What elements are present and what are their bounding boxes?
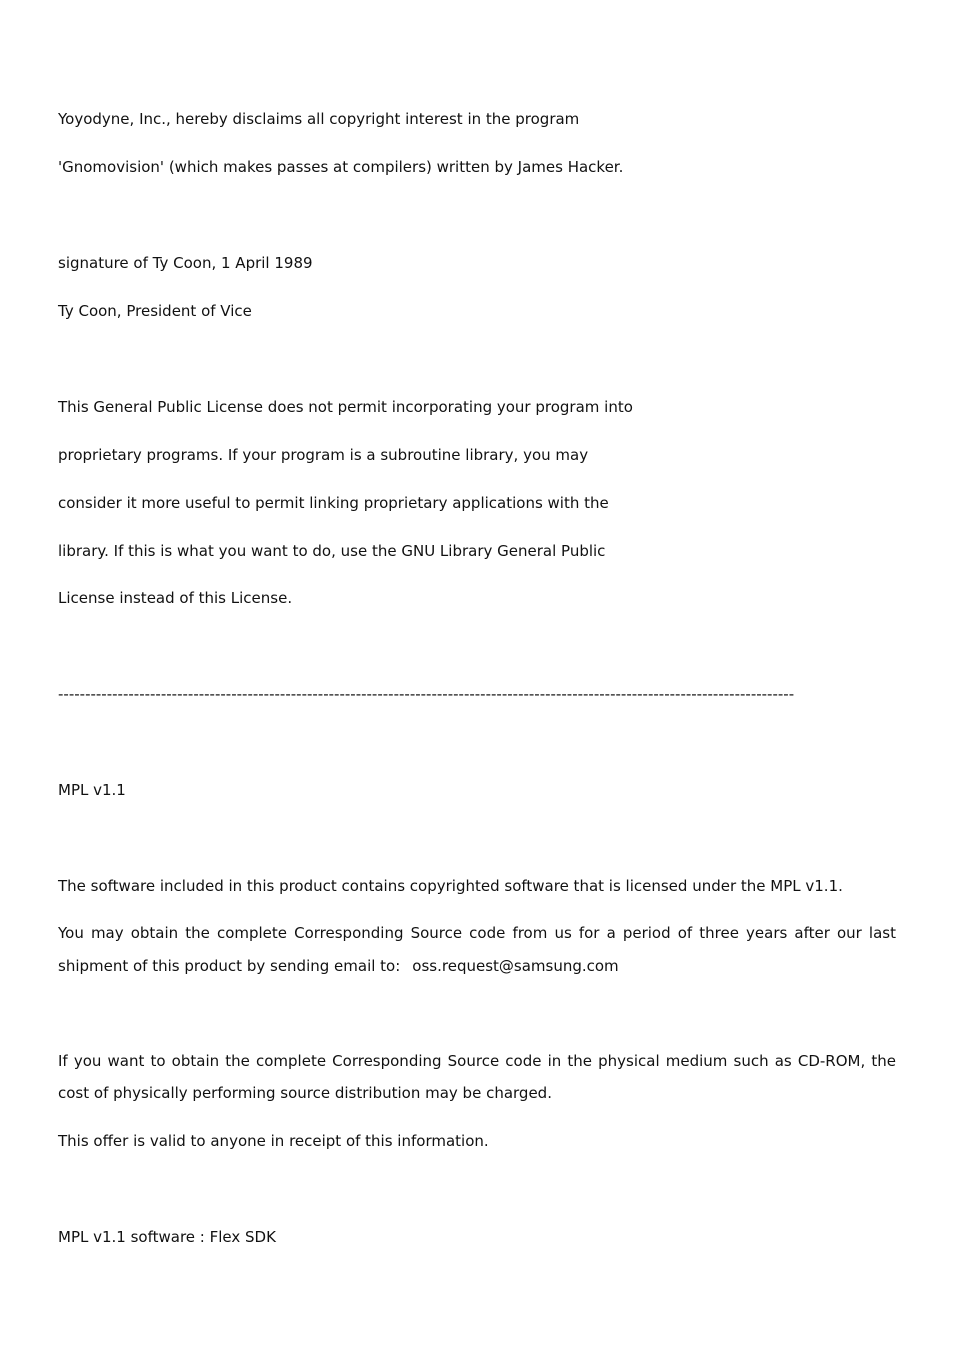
- gpl-note-line-5: License instead of this License.: [58, 589, 293, 607]
- gpl-note-line-3: consider it more useful to permit linking proprietary applications with the: [58, 494, 609, 512]
- physical-medium-line-2: cost of physically performing source distribution may be charged.: [58, 1084, 552, 1102]
- mpl-software-line: MPL v1.1 software : Flex SDK: [58, 1228, 276, 1246]
- physical-medium-line-1: If you want to obtain the complete Corresponding Source code in the physical medium such as CD-ROM, the: [58, 1052, 896, 1070]
- obtain-source-text: shipment of this product by sending email to:: [58, 957, 401, 975]
- obtain-source-line-1: You may obtain the complete Corresponding Source code from us for a period of three years after our last: [58, 924, 896, 942]
- dashed-separator: ----------------------------------------------------------------------------------------------------------------------------------------: [58, 685, 795, 703]
- disclaimer-line-2: 'Gnomovision' (which makes passes at compilers) written by James Hacker.: [58, 158, 624, 176]
- offer-valid-line: This offer is valid to anyone in receipt of this information.: [58, 1132, 489, 1150]
- mpl-intro: The software included in this product contains copyrighted software that is licensed under the MPL v1.1.: [58, 877, 843, 895]
- obtain-source-line-2: [58, 956, 619, 976]
- disclaimer-line-1: Yoyodyne, Inc., hereby disclaims all copyright interest in the program: [58, 110, 580, 128]
- signature-line: signature of Ty Coon, 1 April 1989: [58, 254, 313, 272]
- gpl-note-line-1: This General Public License does not permit incorporating your program into: [58, 398, 633, 416]
- mpl-heading: MPL v1.1: [58, 781, 126, 799]
- contact-email: oss.request@samsung.com: [412, 957, 619, 975]
- gpl-note-line-4: library. If this is what you want to do, use the GNU Library General Public: [58, 542, 606, 560]
- signer-title-line: Ty Coon, President of Vice: [58, 302, 252, 320]
- gpl-note-line-2: proprietary programs. If your program is a subroutine library, you may: [58, 446, 589, 464]
